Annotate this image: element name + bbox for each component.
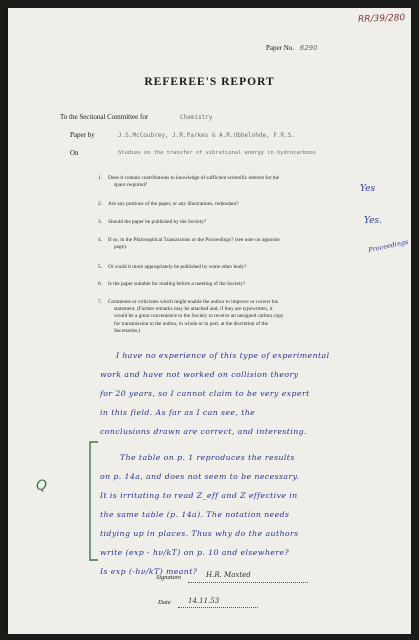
signature-value: H.R. Maxted bbox=[206, 571, 251, 579]
comment-line: on p. 14a, and does not seem to be necessary. bbox=[100, 472, 300, 481]
comment-line: tidying up in places. Thus why do the authors bbox=[100, 529, 299, 538]
signature-label: Signature bbox=[156, 574, 182, 581]
answer-4: Proceedings bbox=[367, 237, 410, 255]
comment-line: I have no experience of this type of experimental bbox=[116, 351, 330, 360]
question-5: 5. Or could it more appropriately be published by some other body? bbox=[98, 264, 247, 270]
on-label: On bbox=[70, 149, 79, 157]
on-value: Studies on the transfer of vibrational energy in hydrocarbons bbox=[118, 150, 316, 156]
question-4: 4. If so, in the Philosophical Transactions or the Proceedings? (see note on opposite page). bbox=[98, 237, 280, 251]
paper-by-label: Paper by bbox=[70, 131, 95, 139]
paper-number-label: Paper No. bbox=[266, 44, 294, 52]
question-2: 2. Are any portions of the paper, or any illustrations, redundant? bbox=[98, 201, 239, 207]
paper-number bbox=[266, 44, 318, 52]
comment-line: The table on p. 1 reproduces the results bbox=[120, 453, 295, 462]
answer-3: Yes. bbox=[364, 216, 382, 226]
question-3: 3. Should the paper be published by the Society? bbox=[98, 219, 207, 225]
comment-line: work and have not worked on collision theory bbox=[100, 370, 299, 379]
question-6: 6. Is the paper suitable for reading before a meeting of the Society? bbox=[98, 281, 246, 287]
paper-number-value: 6290 bbox=[299, 44, 318, 52]
page-title: REFEREE'S REPORT bbox=[144, 76, 275, 88]
answer-1: Yes bbox=[360, 184, 376, 194]
margin-mark: Q bbox=[36, 478, 48, 494]
committee-label: To the Sectional Committee for bbox=[60, 113, 149, 121]
signature-line bbox=[188, 582, 308, 583]
comment-line: for 20 years, so I cannot claim to be very expert bbox=[100, 389, 310, 398]
date-label: Date bbox=[158, 599, 171, 606]
date-line bbox=[178, 607, 258, 608]
committee-value: Chemistry bbox=[180, 114, 213, 121]
date-value: 14.11.53 bbox=[188, 597, 220, 605]
margin-bracket-icon bbox=[86, 440, 100, 564]
comment-line: the same table (p. 14a). The notation needs bbox=[100, 510, 290, 519]
paper-by-value: J.S.McCoubrey, J.R.Parkes & A.R.Ubbelohde, F.R.S. bbox=[118, 132, 296, 139]
comment-line: It is irritating to read Z_eff and Z effective in bbox=[100, 491, 298, 500]
archive-reference: RR/39/280 bbox=[357, 13, 406, 25]
question-7: 7. Comments or criticisms which might enable the author to improve or correct his statement. (Further remarks may be attached and, if they are typewritten, it would be a great convenience to the Society to receive an unsigned carbon copy for transmission to the author, in whole or in part, at the discretion of the Secretaries.) bbox=[98, 299, 284, 334]
comment-line: write (exp - hν/kT) on p. 10 and elsewhere? bbox=[100, 548, 290, 557]
comment-line: Is exp (-hν/kT) meant? bbox=[100, 567, 198, 576]
report-sheet bbox=[8, 8, 411, 634]
comment-line: conclusions drawn are correct, and interesting. bbox=[100, 427, 307, 436]
question-1: 1. Does it contain contributions to knowledge of sufficient scientific interest for the space required? bbox=[98, 175, 280, 189]
comment-line: in this field. As far as I can see, the bbox=[100, 408, 256, 417]
